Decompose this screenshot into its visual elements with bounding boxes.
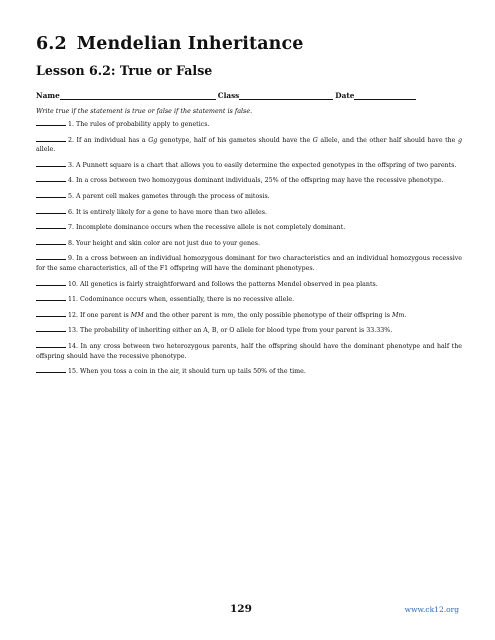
question-italic-text: G [312, 136, 318, 144]
answer-blank[interactable] [36, 341, 66, 348]
answer-blank[interactable] [36, 207, 66, 214]
question-item [36, 191, 462, 202]
question-text: allele. [36, 146, 56, 154]
question-item [36, 310, 462, 321]
question-italic-text: Gg [148, 136, 158, 144]
answer-blank[interactable] [36, 279, 66, 286]
answer-blank[interactable] [36, 222, 66, 229]
class-label: Class [217, 91, 240, 100]
question-list [36, 119, 462, 377]
section-number: 6.2 [36, 34, 67, 54]
question-text: 8. Your height and skin color are not just due to your genes. [68, 239, 260, 247]
question-text: 10. All genetics is fairly straightforward and follows the patterns Mendel observed in pea plants. [68, 280, 378, 288]
question-item [36, 366, 462, 377]
question-text: 7. Incomplete dominance occurs when the recessive allele is not completely dominant. [68, 224, 346, 232]
page-number: 129 [230, 603, 252, 615]
answer-blank[interactable] [36, 160, 66, 167]
answer-blank[interactable] [36, 294, 66, 301]
date-field[interactable] [354, 91, 416, 100]
worksheet-page [36, 34, 462, 377]
answer-blank[interactable] [36, 310, 66, 317]
page-footer [0, 603, 495, 617]
question-text: 14. In any cross between two heterozygous parents, half the offspring should have the dominant phenotype and half the offspring should have the recessive phenotype. [36, 342, 462, 360]
question-text: allele, and the other half should have the [317, 136, 458, 144]
class-field[interactable] [239, 91, 333, 100]
question-text: 15. When you toss a coin in the air, it should turn up tails 50% of the time. [68, 368, 306, 376]
question-text: . [404, 311, 407, 319]
question-item [36, 294, 462, 305]
question-item [36, 238, 462, 249]
question-italic-text: g [457, 136, 462, 144]
site-link[interactable]: www.ck12.org [404, 605, 459, 614]
question-text: 12. If one parent is [68, 311, 131, 319]
question-text: 1. The rules of probability apply to genetics. [68, 121, 210, 128]
question-item [36, 175, 462, 186]
answer-blank[interactable] [36, 175, 66, 182]
question-text: 5. A parent cell makes gametes through the process of mitosis. [68, 192, 270, 200]
answer-blank[interactable] [36, 366, 66, 373]
date-label: Date [335, 91, 355, 100]
answer-blank[interactable] [36, 135, 66, 142]
answer-blank[interactable] [36, 325, 66, 332]
question-item [36, 325, 462, 336]
question-item [36, 253, 462, 273]
question-item [36, 279, 462, 290]
question-item [36, 222, 462, 233]
question-text: 2. If an individual has a [68, 136, 149, 144]
question-item [36, 160, 462, 171]
question-text: 9. In a cross between an individual homozygous dominant for two characteristics and an individual homozygous recessive for the same characteristics, all of the F1 offspring will have the dominant phenotypes. [36, 255, 462, 272]
name-label: Name [36, 91, 60, 100]
answer-blank[interactable] [36, 238, 66, 245]
question-item [36, 135, 462, 155]
question-text: 11. Codominance occurs when, essentially, there is no recessive allele. [68, 296, 295, 304]
question-text: , the only possible phenotype of their offspring is [233, 311, 392, 319]
answer-blank[interactable] [36, 191, 66, 198]
answer-blank[interactable] [36, 253, 66, 260]
name-field[interactable] [60, 91, 216, 100]
section-heading [36, 34, 462, 54]
question-text: 6. It is entirely likely for a gene to have more than two alleles. [68, 208, 267, 216]
question-text: 4. In a cross between two homozygous dominant individuals, 25% of the offspring may have the recessive phenotype. [68, 177, 444, 185]
question-text: and the other parent is [143, 311, 222, 319]
lesson-title: Lesson 6.2: True or False [36, 63, 213, 78]
answer-blank[interactable] [36, 119, 66, 126]
student-info-row [36, 91, 462, 100]
question-item [36, 207, 462, 218]
instructions: Write true if the statement is true or false if the statement is false. [36, 107, 253, 115]
question-item [36, 341, 462, 361]
question-text: 13. The probability of inheriting either an A, B, or O allele for blood type from your parent is 33.33%. [68, 327, 393, 335]
question-item [36, 119, 462, 130]
question-italic-text: Mm [391, 311, 405, 319]
question-text: genotype, half of his gametes should have the [157, 136, 313, 144]
section-title: Mendelian Inheritance [76, 34, 304, 54]
question-italic-text: mm [221, 311, 234, 319]
question-italic-text: MM [130, 311, 144, 319]
question-text: 3. A Punnett square is a chart that allows you to easily determine the expected genotypes in the offspring of two parents. [68, 161, 457, 169]
